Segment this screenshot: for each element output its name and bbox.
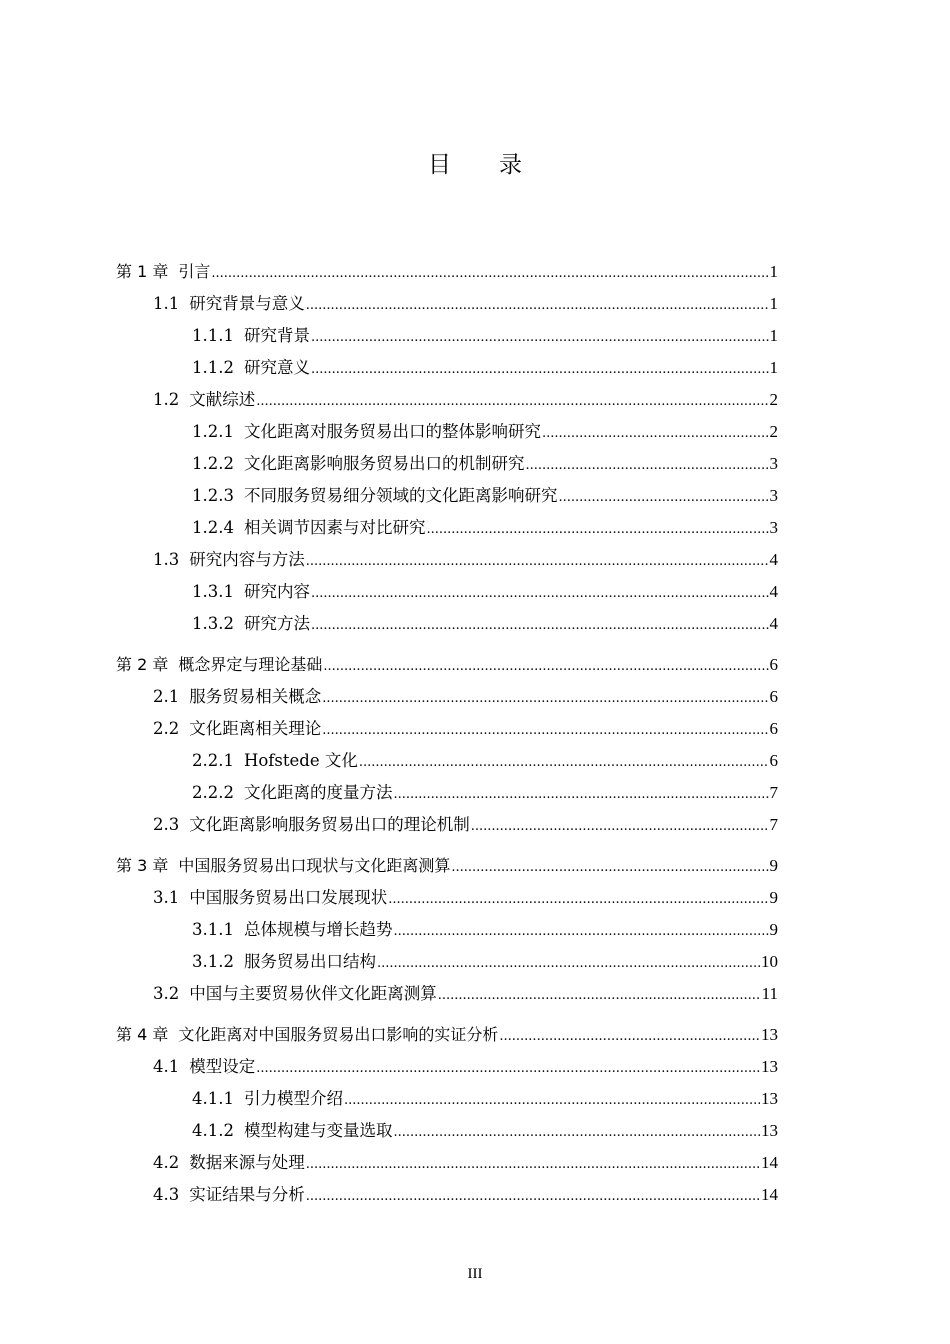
toc-entry-title: 文化距离相关理论 — [189, 719, 322, 738]
toc-entry-title: 研究背景 — [243, 326, 310, 345]
toc-entry-number: 2.2.1 — [192, 751, 234, 770]
dot-leader — [311, 610, 769, 642]
toc-entry[interactable] — [116, 256, 778, 288]
dot-leader — [311, 354, 769, 386]
toc-entry-page: 6 — [769, 719, 778, 738]
toc-entry[interactable] — [116, 713, 778, 745]
toc-entry-number: 1.2 — [153, 390, 180, 409]
table-of-contents — [116, 256, 778, 1211]
dot-leader — [344, 1085, 760, 1117]
toc-entry-page: 3 — [769, 454, 778, 473]
toc-entry-number: 4.1 — [153, 1057, 180, 1076]
toc-entry[interactable] — [116, 1051, 778, 1083]
toc-entry-title: 中国服务贸易出口现状与文化距离测算 — [178, 856, 451, 875]
dot-leader — [306, 546, 769, 578]
toc-entry-page: 4 — [769, 582, 778, 601]
dot-leader — [393, 1117, 760, 1149]
toc-entry-number: 1.3 — [153, 550, 180, 569]
dot-leader — [256, 386, 768, 418]
toc-entry[interactable] — [116, 882, 778, 914]
toc-entry-title: 总体规模与增长趋势 — [243, 920, 393, 939]
toc-entry-page: 9 — [769, 888, 778, 907]
toc-entry-number: 2.1 — [153, 687, 180, 706]
toc-entry[interactable] — [116, 1147, 778, 1179]
toc-entry[interactable] — [116, 352, 778, 384]
toc-entry[interactable] — [116, 608, 778, 640]
toc-entry[interactable] — [116, 384, 778, 416]
dot-leader — [558, 482, 768, 514]
toc-entry-number: 4.1.2 — [192, 1121, 234, 1140]
toc-entry-title: 文化距离对服务贸易出口的整体影响研究 — [243, 422, 541, 441]
toc-entry-page: 2 — [769, 422, 778, 441]
dot-leader — [525, 450, 768, 482]
dot-leader — [306, 1149, 760, 1181]
toc-entry-number: 4.2 — [153, 1153, 180, 1172]
toc-entry[interactable] — [116, 946, 778, 978]
toc-entry-page: 11 — [761, 984, 778, 1003]
dot-leader — [471, 811, 769, 843]
toc-entry-title: 文化距离影响服务贸易出口的理论机制 — [189, 815, 470, 834]
toc-entry-number: 1.2.4 — [192, 518, 234, 537]
toc-entry[interactable] — [116, 576, 778, 608]
toc-entry-title: 不同服务贸易细分领域的文化距离影响研究 — [243, 486, 558, 505]
dot-leader — [311, 578, 769, 610]
dot-leader — [322, 683, 768, 715]
page-title — [0, 146, 950, 179]
dot-leader — [256, 1053, 760, 1085]
title-char-2: 录 — [499, 152, 522, 178]
toc-entry-title: 模型构建与变量选取 — [243, 1121, 393, 1140]
toc-entry[interactable] — [116, 512, 778, 544]
toc-entry-number: 1.3.1 — [192, 582, 234, 601]
toc-entry-number: 2.2.2 — [192, 783, 234, 802]
toc-entry-page: 7 — [769, 783, 778, 802]
toc-entry-number: 1.2.2 — [192, 454, 234, 473]
toc-entry-title: 研究背景与意义 — [189, 294, 305, 313]
toc-entry-title: Hofstede 文化 — [243, 751, 358, 770]
toc-entry-page: 10 — [761, 952, 778, 971]
toc-entry[interactable] — [116, 681, 778, 713]
toc-entry-number: 3.1.1 — [192, 920, 234, 939]
toc-entry-number: 第 2 章 — [116, 655, 169, 674]
toc-entry-page: 13 — [761, 1025, 778, 1044]
toc-entry[interactable] — [116, 1115, 778, 1147]
toc-entry-title: 研究意义 — [243, 358, 310, 377]
toc-entry-page: 3 — [769, 518, 778, 537]
toc-entry[interactable] — [116, 914, 778, 946]
dot-leader — [393, 916, 768, 948]
toc-entry-page: 1 — [769, 326, 778, 345]
toc-entry-title: 文献综述 — [189, 390, 256, 409]
toc-entry[interactable] — [116, 809, 778, 841]
toc-entry-number: 3.1.2 — [192, 952, 234, 971]
toc-entry-page: 13 — [761, 1057, 778, 1076]
toc-entry-title: 中国与主要贸易伙伴文化距离测算 — [189, 984, 437, 1003]
toc-entry-title: 相关调节因素与对比研究 — [243, 518, 426, 537]
toc-entry-page: 6 — [769, 687, 778, 706]
toc-entry-page: 14 — [761, 1153, 778, 1172]
dot-leader — [211, 258, 768, 290]
toc-entry[interactable] — [116, 416, 778, 448]
toc-entry[interactable] — [116, 850, 778, 882]
toc-entry-title: 文化距离对中国服务贸易出口影响的实证分析 — [178, 1025, 499, 1044]
toc-entry-title: 概念界定与理论基础 — [178, 655, 323, 674]
toc-entry-page: 14 — [761, 1185, 778, 1204]
toc-entry-page: 6 — [769, 655, 778, 674]
toc-entry-page: 7 — [769, 815, 778, 834]
dot-leader — [322, 715, 768, 747]
toc-entry-page: 1 — [769, 358, 778, 377]
dot-leader — [377, 948, 760, 980]
toc-entry-number: 2.2 — [153, 719, 180, 738]
toc-entry-number: 1.3.2 — [192, 614, 234, 633]
toc-entry-number: 第 4 章 — [116, 1025, 169, 1044]
dot-leader — [426, 514, 768, 546]
toc-entry-title: 文化距离的度量方法 — [243, 783, 393, 802]
toc-entry-number: 4.1.1 — [192, 1089, 234, 1108]
toc-entry-title: 服务贸易出口结构 — [243, 952, 376, 971]
toc-entry-number: 2.3 — [153, 815, 180, 834]
toc-entry-page: 13 — [761, 1089, 778, 1108]
toc-entry-number: 1.1.1 — [192, 326, 234, 345]
toc-entry[interactable] — [116, 320, 778, 352]
toc-entry-number: 3.2 — [153, 984, 180, 1003]
dot-leader — [306, 290, 769, 322]
toc-entry-title: 研究内容 — [243, 582, 310, 601]
toc-entry-page: 1 — [769, 294, 778, 313]
toc-entry-title: 引言 — [178, 262, 211, 281]
toc-entry[interactable] — [116, 1019, 778, 1051]
toc-entry-number: 4.3 — [153, 1185, 180, 1204]
toc-entry[interactable] — [116, 745, 778, 777]
toc-entry-number: 第 1 章 — [116, 262, 169, 281]
title-char-1: 目 — [428, 152, 451, 178]
toc-entry-title: 数据来源与处理 — [189, 1153, 305, 1172]
toc-entry[interactable] — [116, 777, 778, 809]
toc-entry-page: 9 — [769, 920, 778, 939]
toc-entry-title: 引力模型介绍 — [243, 1089, 343, 1108]
toc-entry-number: 第 3 章 — [116, 856, 169, 875]
toc-entry-title: 中国服务贸易出口发展现状 — [189, 888, 388, 907]
toc-entry-title: 服务贸易相关概念 — [189, 687, 322, 706]
toc-entry-title: 研究内容与方法 — [189, 550, 305, 569]
dot-leader — [393, 779, 768, 811]
toc-entry-page: 4 — [769, 614, 778, 633]
toc-entry[interactable] — [116, 978, 778, 1010]
toc-entry-page: 9 — [769, 856, 778, 875]
toc-entry-number: 3.1 — [153, 888, 180, 907]
toc-entry-page: 1 — [769, 262, 778, 281]
toc-entry-title: 文化距离影响服务贸易出口的机制研究 — [243, 454, 525, 473]
toc-entry-number: 1.2.3 — [192, 486, 234, 505]
toc-entry-number: 1.1.2 — [192, 358, 234, 377]
toc-entry-title: 模型设定 — [189, 1057, 256, 1076]
dot-leader — [306, 1181, 760, 1213]
toc-entry-number: 1.1 — [153, 294, 180, 313]
toc-entry[interactable] — [116, 480, 778, 512]
dot-leader — [323, 651, 768, 683]
toc-entry[interactable] — [116, 544, 778, 576]
dot-leader — [451, 852, 768, 884]
toc-entry-page: 6 — [769, 751, 778, 770]
toc-entry[interactable] — [116, 1083, 778, 1115]
toc-entry[interactable] — [116, 649, 778, 681]
page-number-footer: III — [467, 1266, 483, 1282]
dot-leader — [438, 980, 761, 1012]
toc-entry-page: 3 — [769, 486, 778, 505]
dot-leader — [359, 747, 769, 779]
toc-entry[interactable] — [116, 1179, 778, 1211]
toc-entry[interactable] — [116, 448, 778, 480]
toc-entry-title: 研究方法 — [243, 614, 310, 633]
toc-entry-title: 实证结果与分析 — [189, 1185, 305, 1204]
dot-leader — [311, 322, 769, 354]
dot-leader — [388, 884, 768, 916]
dot-leader — [499, 1021, 760, 1053]
toc-entry-number: 1.2.1 — [192, 422, 234, 441]
toc-entry-page: 4 — [769, 550, 778, 569]
toc-entry[interactable] — [116, 288, 778, 320]
dot-leader — [542, 418, 769, 450]
toc-entry-page: 13 — [761, 1121, 778, 1140]
toc-entry-page: 2 — [769, 390, 778, 409]
